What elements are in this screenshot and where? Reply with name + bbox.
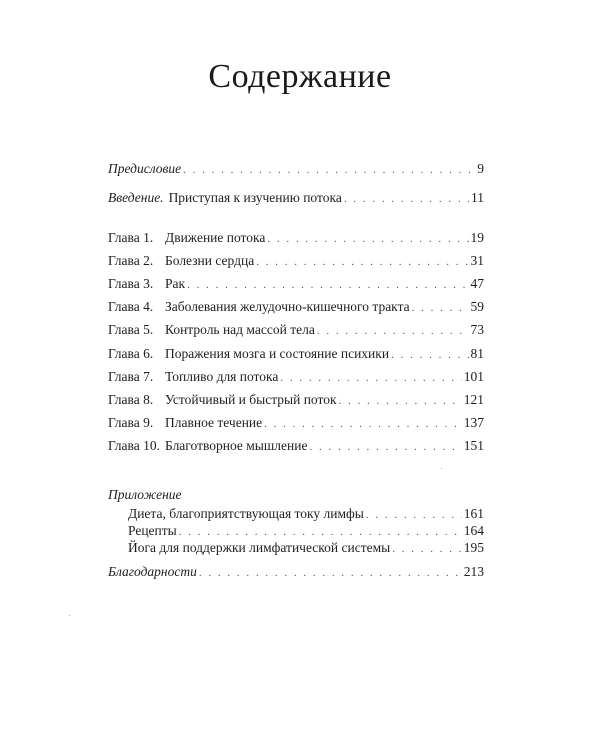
dot-leader [344, 190, 469, 208]
toc-entry-preface[interactable] [108, 160, 484, 178]
dot-leader [183, 161, 475, 179]
toc-entry-chapter[interactable] [108, 275, 484, 293]
toc-page-number: 19 [470, 230, 484, 245]
toc-entry-chapter[interactable] [108, 368, 484, 386]
toc-page-number: 47 [470, 276, 484, 291]
toc-page-number: 73 [470, 322, 484, 337]
toc-entry-title: Приступая к изучению потока [168, 190, 342, 205]
toc-entry-acknowledgements[interactable] [108, 563, 484, 581]
toc-page-number: 101 [463, 369, 484, 384]
toc-page-number: 151 [463, 438, 484, 453]
toc-page-number: 161 [463, 506, 484, 521]
toc-entry-title: Плавное течение [165, 415, 263, 430]
dot-leader [264, 415, 462, 433]
toc-page-number: 81 [470, 346, 484, 361]
toc-entry-title: Рак [165, 276, 186, 291]
dot-leader [392, 540, 462, 558]
toc-page-number: 195 [463, 540, 484, 555]
toc-page-number: 137 [463, 415, 484, 430]
toc-entry-title: Поражения мозга и состояние психики [165, 346, 390, 361]
toc-entry-chapter[interactable] [108, 414, 484, 432]
chapter-number: Глава 3. [108, 276, 154, 291]
toc-entry-title: Рецепты [128, 523, 177, 538]
dot-leader [339, 392, 462, 410]
scan-speck [441, 468, 442, 469]
toc-page-number: 59 [470, 299, 484, 314]
chapter-number: Глава 2. [108, 253, 154, 268]
toc-entry-chapter[interactable] [108, 345, 484, 363]
toc-entry-chapter[interactable] [108, 229, 484, 247]
toc-page-number: 213 [463, 564, 484, 579]
appendix-heading: Приложение [108, 487, 182, 502]
chapter-number: Глава 7. [108, 369, 154, 384]
chapter-number: Глава 6. [108, 346, 154, 361]
toc-page-number: 31 [470, 253, 484, 268]
toc-entry-chapter[interactable] [108, 391, 484, 409]
toc-entry-label: Благодарности [108, 564, 197, 579]
dot-leader [391, 346, 468, 364]
toc-entry-title: Болезни сердца [165, 253, 255, 268]
toc-entry-chapter[interactable] [108, 437, 484, 455]
dot-leader [280, 369, 461, 387]
toc-entry-title: Заболевания желудочно-кишечного тракта [165, 299, 410, 314]
toc-entry-title: Благотворное мышление [165, 438, 308, 453]
toc-entry-chapter[interactable] [108, 321, 484, 339]
toc-entry-title: Топливо для потока [165, 369, 279, 384]
toc-entry-title: Устойчивый и быстрый поток [165, 392, 337, 407]
toc-page-number: 11 [471, 190, 484, 205]
toc-page-number: 9 [477, 161, 484, 176]
toc-entry-title: Йога для поддержки лимфатической системы [128, 540, 391, 555]
chapter-number: Глава 9. [108, 415, 154, 430]
dot-leader [412, 299, 469, 317]
toc-entry-introduction[interactable] [108, 189, 484, 207]
chapter-number: Глава 4. [108, 299, 154, 314]
chapter-number: Глава 1. [108, 230, 154, 245]
dot-leader [317, 322, 469, 340]
toc-entry-label: Введение. [108, 190, 164, 205]
toc-page-number: 121 [463, 392, 484, 407]
toc-entry-appendix[interactable] [128, 505, 484, 523]
chapter-number: Глава 5. [108, 322, 154, 337]
toc-page-number: 164 [463, 523, 484, 538]
page-title: Содержание [208, 58, 392, 95]
toc-entry-appendix[interactable] [128, 539, 484, 557]
dot-leader [267, 230, 468, 248]
chapter-number: Глава 10. [108, 438, 160, 453]
toc-entry-title: Контроль над массой тела [165, 322, 315, 337]
toc-entry-appendix[interactable] [128, 522, 484, 540]
toc-entry-chapter[interactable] [108, 298, 484, 316]
dot-leader [256, 253, 468, 271]
toc-entry-chapter[interactable] [108, 252, 484, 270]
dot-leader [309, 438, 461, 456]
chapter-number: Глава 8. [108, 392, 154, 407]
toc-entry-title: Диета, благоприятствующая току лимфы [128, 506, 364, 521]
toc-entry-label: Предисловие [108, 161, 182, 176]
toc-entry-title: Движение потока [165, 230, 266, 245]
scan-speck [69, 615, 70, 616]
dot-leader [187, 276, 468, 294]
dot-leader [199, 564, 462, 582]
